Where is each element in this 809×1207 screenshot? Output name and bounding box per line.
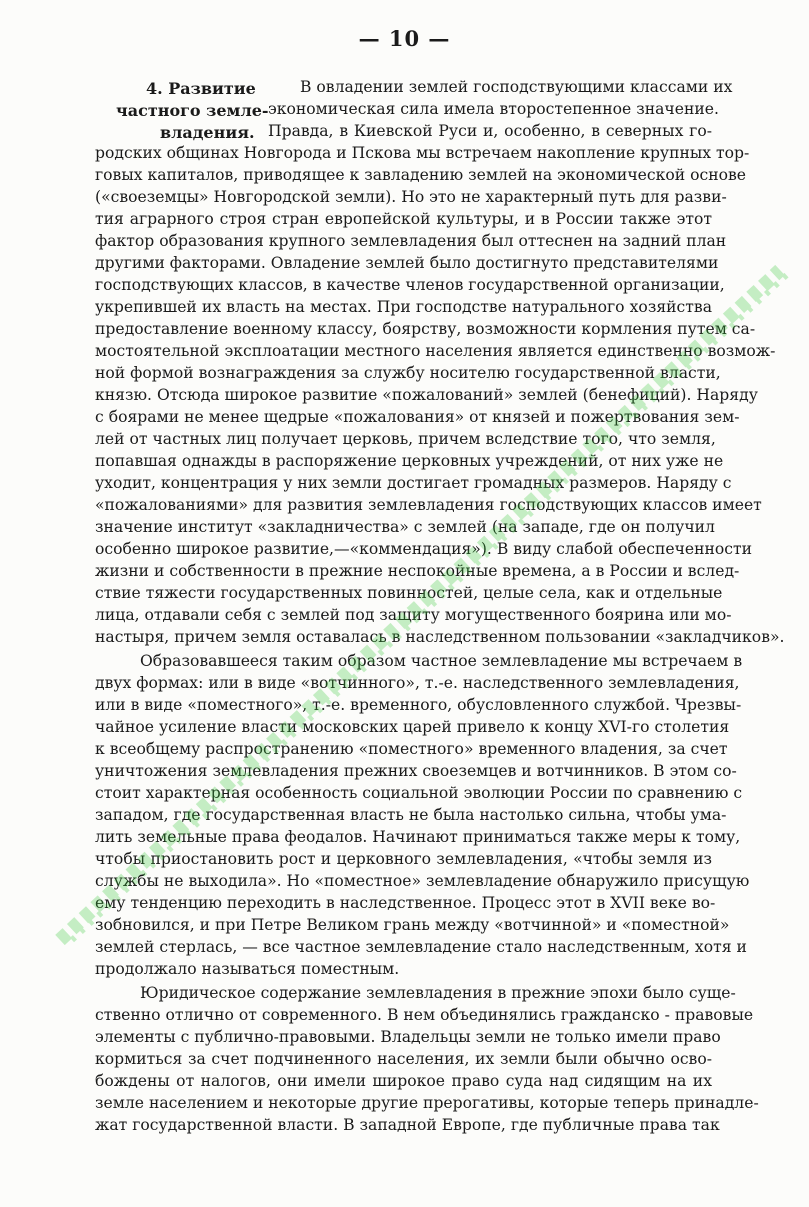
text-line: попавшая однажды в распоряжение церковных учреждений, от них уже не [95,452,724,470]
text-line: говых капиталов, приводящее к завладению землей на экономической основе [95,166,746,184]
text-line: ему тенденцию переходить в наследственное. Процесс этот в XVII веке во- [95,894,716,912]
text-line: жат государственной власти. В западной Европе, где публичные права так [95,1116,720,1134]
text-line: экономическая сила имела второстепенное значение. [268,100,719,118]
text-line: родских общинах Новгорода и Пскова мы встречаем накопление крупных тор- [95,144,750,162]
text-line: уничтожения землевладения прежних своеземцев и вотчинников. В этом со- [95,762,737,780]
text-line: («своеземцы» Новгородской земли). Но это не характерный путь для разви- [95,188,727,206]
text-line: В овладении землей господствующими классами их [300,78,733,96]
text-line: настыря, причем земля оставалась в наследственном пользовании «закладчиков». [95,628,785,646]
text-line: князю. Отсюда широкое развитие «пожалований» землей (бенефиций). Наряду [95,386,758,404]
text-line: продолжало называться поместным. [95,960,400,978]
text-line: землей стерлась, — все частное землевладение стало наследственным, хотя и [95,938,747,956]
text-line: двух формах: или в виде «вотчинного», т.-е. наследственного землевладения, [95,674,740,692]
text-line: значение институт «закладничества» с землей (на западе, где он получил [95,518,715,536]
text-line: лица, отдавали себя с землей под защиту могущественного боярина или мо- [95,606,732,624]
text-line: ной формой вознаграждения за службу носителю государственной власти, [95,364,721,382]
text-line: ственно отлично от современного. В нем объединялись гражданско - правовые [95,1006,754,1024]
text-line: службы не выходила». Но «поместное» землевладение обнаружило присущую [95,872,750,890]
text-line: Образовавшееся таким образом частное землевладение мы встречаем в [140,652,743,670]
text-line: уходит, концентрация у них земли достигает громадных размеров. Наряду с [95,474,732,492]
text-line: господствующих классов, в качестве членов государственной организации, [95,276,725,294]
text-line: Юридическое содержание землевладения в прежние эпохи было суще- [140,984,736,1002]
text-line: мостоятельной эксплоатации местного населения является единственно возмож- [95,342,776,360]
text-line: Правда, в Киевской Руси и, особенно, в северных го- [268,122,712,140]
text-line: элементы с публично-правовыми. Владельцы земли не только имели право [95,1028,721,1046]
text-line: другими факторами. Овладение землей было достигнуто представителями [95,254,719,272]
text-line: предоставление военному классу, боярству, возможности кормления путем са- [95,320,756,338]
sidenote-line: 4. Развитие [146,79,256,98]
text-line: особенно широкое развитие,—«коммендация»). В виду слабой обеспеченности [95,540,753,558]
page-number: — 10 — [358,26,451,51]
text-line: чайное усиление власти московских царей привело к концу XVI-го столетия [95,718,730,736]
text-line: западом, где государственная власть не была настолько сильна, чтобы ума- [95,806,727,824]
text-line: жизни и собственности в прежние неспокойные времена, а в России и вслед- [95,562,740,580]
text-line: кормиться за счет подчиненного населения, их земли были обычно осво- [95,1050,712,1068]
text-line: лить земельные права феодалов. Начинают приниматься также меры к тому, [95,828,741,846]
text-line: стоит характерная особенность социальной эволюции России по сравнению с [95,784,743,802]
text-line: «пожалованиями» для развития землевладения господствующих классов имеет [95,496,762,514]
text-line: ствие тяжести государственных повинностей, целые села, как и отдельные [95,584,723,602]
text-line: земле населением и некоторые другие прерогативы, которые теперь принадле- [95,1094,759,1112]
text-line: тия аграрного строя стран европейской культуры, и в России также этот [95,210,712,228]
sidenote-line: владения. [160,123,255,142]
sidenote-line: частного земле- [116,101,269,120]
text-line: с боярами не менее щедрые «пожалования» от князей и пожертвования зем- [95,408,740,426]
text-line: лей от частных лиц получает церковь, причем вследствие того, что земля, [95,430,716,448]
text-line: или в виде «поместного», т.-е. временного, обусловленного службой. Чрезвы- [95,696,742,714]
text-line: к всеобщему распространению «поместного» временного владения, за счет [95,740,728,758]
text-line: укрепившей их власть на местах. При господстве натурального хозяйства [95,298,712,316]
text-line: бождены от налогов, они имели широкое право суда над сидящим на их [95,1072,712,1090]
text-line: зобновился, и при Петре Великом грань между «вотчинной» и «поместной» [95,916,730,934]
text-line: чтобы приостановить рост и церковного землевладения, «чтобы земля из [95,850,712,868]
text-line: фактор образования крупного землевладения был оттеснен на задний план [95,232,727,250]
